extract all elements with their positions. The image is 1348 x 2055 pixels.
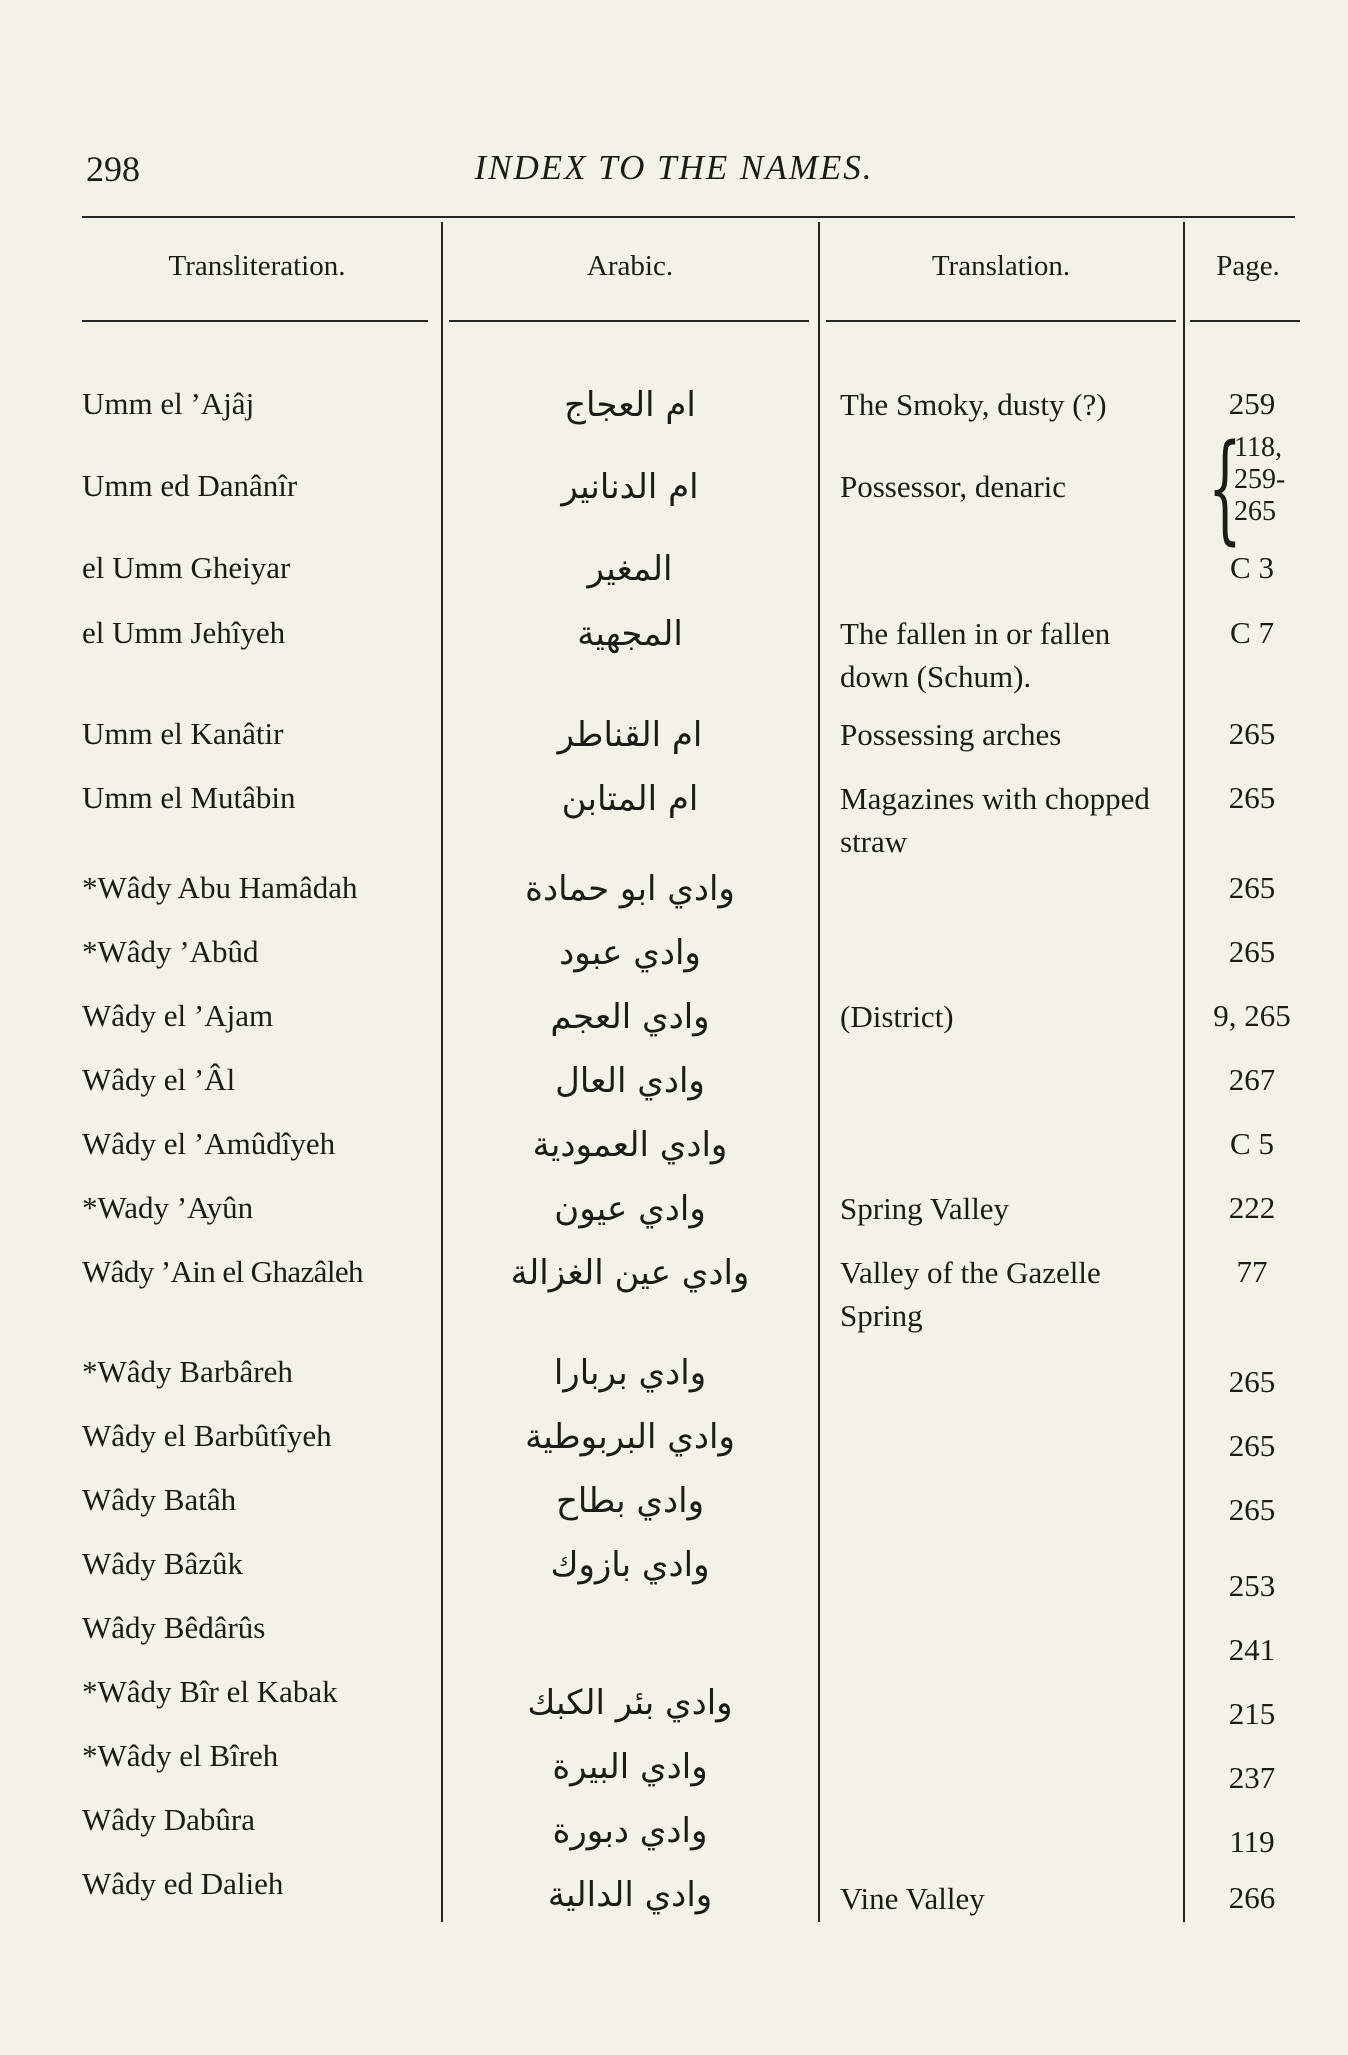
table-row	[0, 612, 1348, 695]
page-ref: 265	[1228, 1364, 1276, 1399]
translation: Vine Valley	[840, 1881, 985, 1916]
header-arabic: Arabic.	[586, 250, 674, 282]
table-row	[0, 1251, 1348, 1334]
transliteration: *Wâdy Barbâreh	[82, 1354, 293, 1389]
arabic-name: وادي ابو حمادة	[525, 869, 735, 909]
transliteration: Wâdy el Barbûtîyeh	[82, 1418, 332, 1453]
table-row	[0, 1415, 1348, 1463]
page-ref: 265	[1228, 1492, 1276, 1527]
table-row	[0, 1479, 1348, 1527]
transliteration: Umm el Kanâtir	[82, 716, 284, 751]
table-row	[0, 1671, 1348, 1731]
arabic-name: وادي عيون	[554, 1189, 706, 1229]
arabic-name: وادي الدالية	[547, 1875, 713, 1915]
transliteration: *Wady ’Ayûn	[82, 1190, 254, 1225]
page-ref: C 5	[1230, 1126, 1274, 1161]
transliteration: Wâdy Dabûra	[82, 1802, 255, 1837]
translation: The fallen in or fallen down (Schum).	[840, 616, 1111, 695]
page-number: 298	[86, 149, 140, 189]
transliteration: Umm el ’Ajâj	[82, 386, 255, 421]
arabic-name: وادي دبورة	[552, 1811, 708, 1851]
page-ref: C 7	[1230, 615, 1274, 650]
table-row	[0, 931, 1348, 973]
transliteration: el Umm Gheiyar	[82, 550, 291, 585]
arabic-name: وادي بربارا	[553, 1353, 707, 1393]
arabic-name: ام القناطر	[557, 715, 703, 755]
translation: Spring Valley	[840, 1191, 1010, 1226]
arabic-name: وادي بئر الكبك	[527, 1683, 733, 1723]
transliteration: *Wâdy Abu Hamâdah	[82, 870, 358, 905]
arabic-name: وادي بازوك	[550, 1545, 710, 1585]
page-ref: 265	[1228, 716, 1276, 751]
running-title: INDEX TO THE NAMES.	[474, 148, 874, 187]
translation: The Smoky, dusty (?)	[840, 387, 1107, 422]
column-divider	[818, 222, 820, 1922]
transliteration: *Wâdy Bîr el Kabak	[82, 1674, 338, 1709]
arabic-name: وادي البيرة	[552, 1747, 708, 1787]
page-ref: 253	[1228, 1568, 1276, 1603]
translation: Possessing arches	[840, 717, 1062, 752]
page-ref: 265	[1228, 780, 1276, 815]
arabic-name: وادي بطاح	[555, 1481, 705, 1521]
page-ref: 215	[1228, 1696, 1276, 1731]
transliteration: Wâdy Bâzûk	[82, 1546, 243, 1581]
column-divider	[441, 222, 443, 1922]
arabic-name: وادي العال	[555, 1061, 705, 1101]
page-ref: 259	[1228, 386, 1276, 421]
table-row	[0, 383, 1348, 425]
page-ref: 237	[1228, 1760, 1276, 1795]
table-row	[0, 713, 1348, 755]
transliteration: *Wâdy ’Abûd	[82, 934, 259, 969]
page-ref: 265	[1228, 870, 1276, 905]
header-rule	[1190, 320, 1300, 322]
table-row	[0, 867, 1348, 909]
brace-glyph: {	[1208, 418, 1242, 556]
table-row	[0, 995, 1348, 1037]
transliteration: Wâdy ed Dalieh	[82, 1866, 284, 1901]
transliteration: Umm el Mutâbin	[82, 780, 296, 815]
header-translation: Translation.	[931, 250, 1071, 282]
transliteration: Wâdy el ’Âl	[82, 1062, 236, 1097]
header-transliteration: Transliteration.	[168, 250, 346, 282]
transliteration: Wâdy Bêdârûs	[82, 1610, 266, 1645]
arabic-name: وادي عين الغزالة	[510, 1253, 750, 1293]
transliteration: Umm ed Danânîr	[82, 468, 298, 503]
table-row	[0, 1351, 1348, 1399]
top-rule	[82, 216, 1295, 218]
translation: Magazines with chopped straw	[840, 781, 1150, 860]
arabic-name: ام العجاج	[564, 385, 696, 425]
table-row	[0, 1863, 1348, 1916]
page-ref: 77	[1236, 1254, 1268, 1289]
table-row	[0, 1187, 1348, 1229]
page-ref: 265	[1228, 934, 1276, 969]
header-rule	[826, 320, 1176, 322]
column-divider	[1183, 222, 1185, 1922]
page-ref: 119	[1229, 1824, 1275, 1859]
page-ref: 241	[1228, 1632, 1276, 1667]
header-page: Page.	[1216, 250, 1280, 282]
arabic-name: المغير	[587, 549, 673, 589]
transliteration: Wâdy el ’Amûdîyeh	[82, 1126, 336, 1161]
transliteration: Wâdy Batâh	[82, 1482, 237, 1517]
transliteration: Wâdy ’Ain el Ghazâleh	[82, 1254, 363, 1289]
page-ref: 265	[1228, 1428, 1276, 1463]
table-row	[0, 1059, 1348, 1101]
page-ref: 118,	[1234, 432, 1282, 463]
table-row	[0, 777, 1348, 860]
arabic-name: وادي البربوطية	[525, 1417, 735, 1457]
table-row	[0, 1607, 1348, 1667]
header-rule	[449, 320, 809, 322]
arabic-name: المجهية	[577, 614, 683, 654]
page-ref: 259-	[1234, 464, 1286, 495]
transliteration: *Wâdy el Bîreh	[82, 1738, 279, 1773]
page-ref: C 3	[1230, 550, 1274, 585]
arabic-name: ام الدنانير	[561, 467, 699, 507]
table-row	[0, 547, 1348, 589]
table-row	[0, 1735, 1348, 1795]
page-ref: 267	[1228, 1062, 1276, 1097]
page-ref: 9, 265	[1213, 998, 1291, 1033]
header-rule	[82, 320, 428, 322]
arabic-name: وادي العجم	[550, 997, 710, 1037]
arabic-name: وادي العمودية	[532, 1125, 728, 1165]
page-ref: 265	[1234, 496, 1276, 527]
table-row	[0, 1123, 1348, 1165]
translation: Valley of the Gazelle Spring	[840, 1255, 1101, 1334]
page-ref: 222	[1228, 1190, 1276, 1225]
arabic-name: وادي عبود	[559, 933, 701, 973]
table-row	[0, 1799, 1348, 1859]
translation: Possessor, denaric	[840, 469, 1067, 504]
transliteration: Wâdy el ’Ajam	[82, 998, 274, 1033]
translation: (District)	[840, 999, 954, 1034]
page-ref: 266	[1228, 1880, 1276, 1915]
table-row	[0, 1543, 1348, 1603]
arabic-name: ام المتابن	[561, 779, 699, 819]
transliteration: el Umm Jehîyeh	[82, 615, 286, 650]
